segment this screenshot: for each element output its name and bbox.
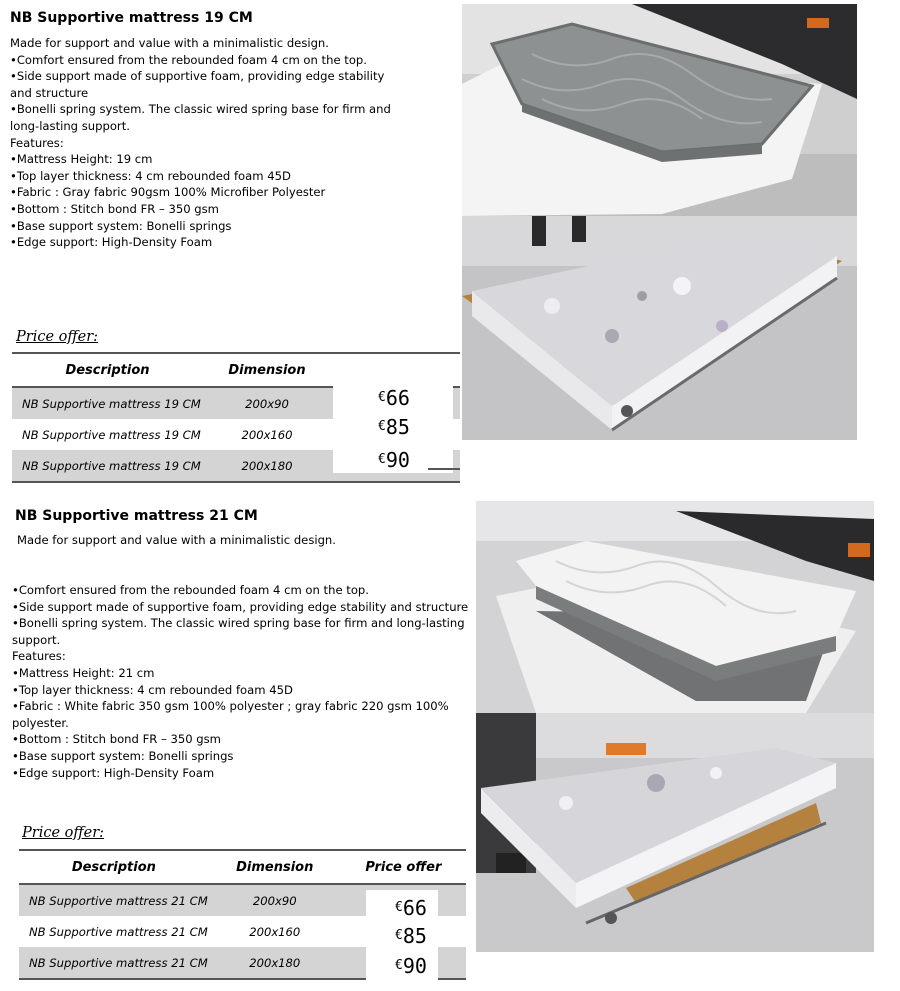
column-header-dimension: Dimension [203,353,331,387]
column-header-dimension: Dimension [209,850,341,884]
description-line: support. [12,632,61,647]
product-1-description [10,35,450,251]
description-line: long-lasting support. [10,118,130,133]
description-line: •Bottom : Stitch bond FR – 350 gsm [10,201,219,216]
row-description: NB Supportive mattress 21 CM [29,924,208,939]
handwritten-price: €66 [395,896,427,920]
description-line: Features: [12,649,66,664]
description-line: and structure [10,85,89,100]
table-rule [428,468,460,470]
row-dimension: 200x90 [203,387,331,419]
row-dimension: 200x90 [209,884,341,916]
handwritten-price: €85 [378,415,410,439]
description-line: polyester. [12,715,69,730]
row-dimension: 200x180 [203,450,331,482]
description-line: •Edge support: High-Density Foam [12,765,215,780]
description-line: •Bonelli spring system. The classic wired spring base for firm and long-lasting [12,616,465,631]
row-dimension: 200x180 [209,947,341,979]
mattress-photo-3-image [476,501,874,713]
description-line: •Top layer thickness: 4 cm rebounded foam 45D [10,168,291,183]
column-header-price: Price offer [341,850,466,884]
description-line: •Comfort ensured from the rebounded foam 4 cm on the top. [12,583,369,597]
product-2-intro: Made for support and value with a minimalistic design. [17,533,336,547]
description-line: •Edge support: High-Density Foam [10,235,213,250]
description-line: •Comfort ensured from the rebounded foam 4 cm on the top. [10,52,367,67]
column-header-description: Description [12,353,203,387]
description-line: •Base support system: Bonelli springs [12,748,234,763]
description-line: •Mattress Height: 21 cm [12,665,155,680]
column-header-description: Description [19,850,209,884]
row-description: NB Supportive mattress 21 CM [19,947,209,979]
mattress-photo-1 [462,4,857,216]
mattress-photo-1-image [462,4,857,216]
description-line: •Side support made of supportive foam, providing edge stability [10,69,385,84]
row-description: NB Supportive mattress 19 CM [22,427,201,442]
description-line: •Fabric : Gray fabric 90gsm 100% Microfiber Polyester [10,185,326,200]
row-description: NB Supportive mattress 21 CM [19,884,209,916]
row-dimension: 200x160 [249,924,301,939]
product-1-title: NB Supportive mattress 19 CM [10,10,253,26]
table-header-row [19,850,466,884]
row-dimension: 200x160 [241,427,293,442]
mattress-photo-4-image [476,713,874,952]
product-2-title: NB Supportive mattress 21 CM [15,508,258,524]
description-line: •Fabric : White fabric 350 gsm 100% polyester ; gray fabric 220 gsm 100% [12,699,449,714]
mattress-photo-2-image [462,216,857,440]
mattress-photo-4 [476,713,874,952]
price-offer-label: Price offer: [16,329,99,345]
description-line: •Base support system: Bonelli springs [10,218,232,233]
price-offer-label: Price offer: [22,825,105,841]
product-2-description [12,582,472,781]
description-line: •Mattress Height: 19 cm [10,152,153,167]
handwritten-price: €90 [395,954,427,978]
handwritten-price: €90 [378,448,410,472]
mattress-photo-3 [476,501,874,713]
description-line: Made for support and value with a minimalistic design. [10,36,329,50]
mattress-photo-2 [462,216,857,440]
description-line: Features: [10,135,64,150]
description-line: •Bottom : Stitch bond FR – 350 gsm [12,732,221,747]
handwritten-price: €66 [378,386,410,410]
description-line: •Bonelli spring system. The classic wired spring base for firm and [10,102,391,117]
row-description: NB Supportive mattress 19 CM [12,387,203,419]
description-line: •Top layer thickness: 4 cm rebounded foam 45D [12,682,293,697]
description-line: •Side support made of supportive foam, providing edge stability and structure [12,599,469,614]
handwritten-price: €85 [395,924,427,948]
row-description: NB Supportive mattress 19 CM [12,450,203,482]
